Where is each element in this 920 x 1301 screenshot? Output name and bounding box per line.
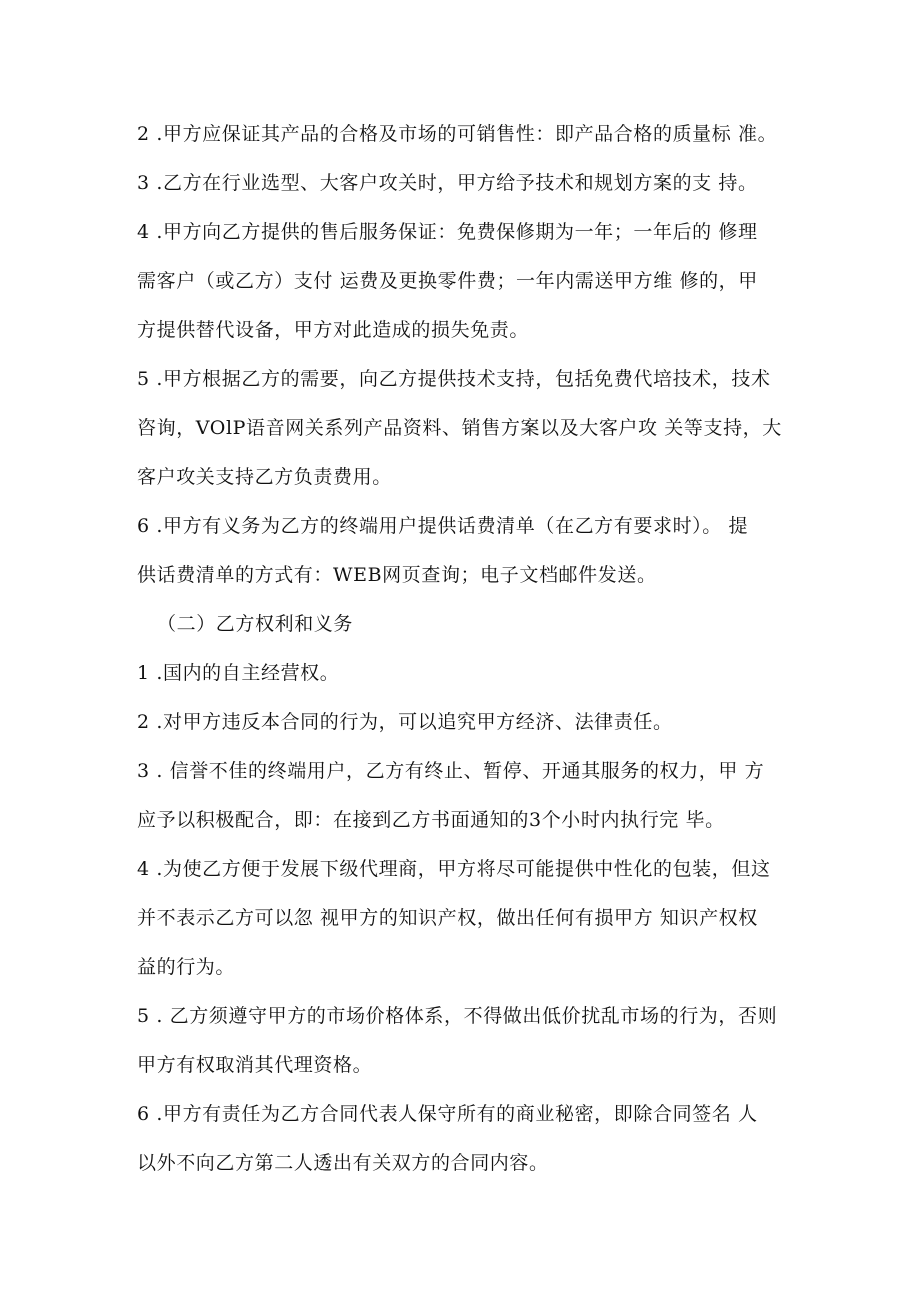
clause-b5-line2: 甲方有权取消其代理资格。 [137,1054,373,1076]
clause-a4-line3: 方提供替代设备，甲方对此造成的损失免责。 [137,319,530,341]
clause-a5-line2: 咨询，VOlP语音网关系列产品资料、销售方案以及大客户攻 关等支持，大 [137,417,782,439]
clause-a5-line3: 客户攻关支持乙方负责费用。 [137,466,392,488]
clause-b4-line1: 4 .为使乙方便于发展下级代理商，甲方将尽可能提供中性化的包装，但这 [137,858,771,880]
clause-b4-line2: 并不表示乙方可以忽 视甲方的知识产权，做出任何有损甲方 知识产权权 [137,907,758,929]
clause-a6-line2: 供话费清单的方式有：WEB网页查询；电子文档邮件发送。 [137,564,657,586]
clause-a5-line1: 5 .甲方根据乙方的需要，向乙方提供技术支持，包括免费代培技术，技术 [137,368,771,390]
clause-a2: 2 .甲方应保证其产品的合格及市场的可销售性：即产品合格的质量标 准。 [137,123,778,145]
clause-b2: 2 .对甲方违反本合同的行为，可以追究甲方经济、法律责任。 [137,711,673,733]
clause-a4-line2: 需客户（或乙方）支付 运费及更换零件费；一年内需送甲方维 修的，甲 [137,270,758,292]
clause-a6-line1: 6 .甲方有义务为乙方的终端用户提供话费清单（在乙方有要求时）。 提 [137,515,749,537]
clause-b6-line1: 6 .甲方有责任为乙方合同代表人保守所有的商业秘密，即除合同签名 人 [137,1103,758,1125]
clause-a4-line1: 4 .甲方向乙方提供的售后服务保证：免费保修期为一年；一年后的 修理 [137,221,758,243]
clause-b1: 1 .国内的自主经营权。 [137,662,340,684]
clause-b5-line1: 5 . 乙方须遵守甲方的市场价格体系，不得做出低价扰乱市场的行为，否则 [137,1005,778,1027]
section-heading-party-b: （二）乙方权利和义务 [157,613,354,635]
clause-a3: 3 .乙方在行业选型、大客户攻关时，甲方给予技术和规划方案的支 持。 [137,172,758,194]
clause-b3-line1: 3 . 信誉不佳的终端用户，乙方有终止、暂停、开通其服务的权力，甲 方 [137,760,765,782]
clause-b6-line2: 以外不向乙方第二人透出有关双方的合同内容。 [137,1152,549,1174]
clause-b3-line2: 应予以积极配合，即：在接到乙方书面通知的3个小时内执行完 毕。 [137,809,725,831]
clause-b4-line3: 益的行为。 [137,956,236,978]
